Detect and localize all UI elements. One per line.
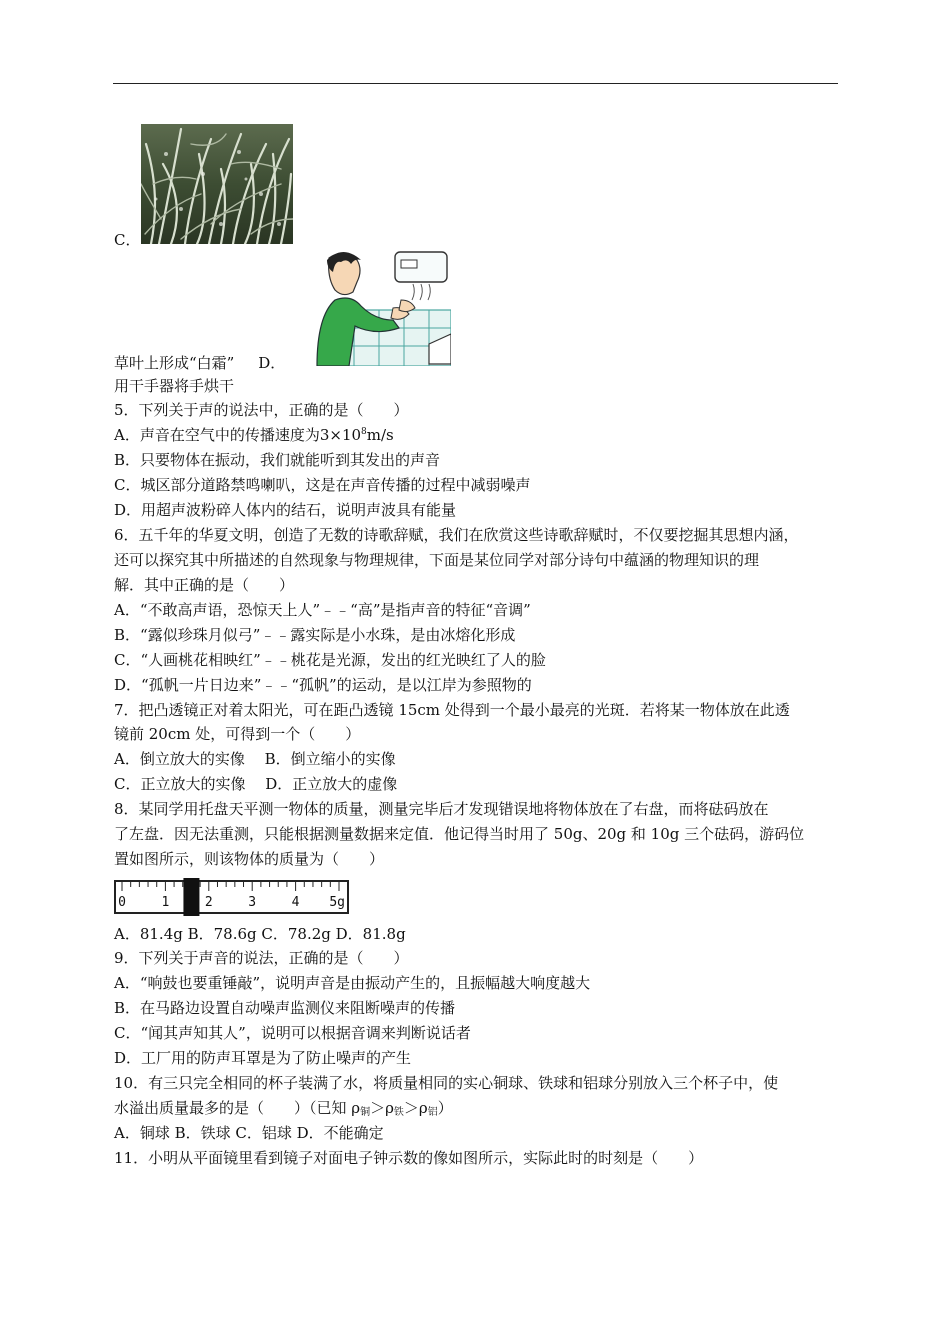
q5-option-d: D．用超声波粉碎人体内的结石，说明声波具有能量	[114, 501, 457, 519]
q8-stem-line3: 置如图所示，则该物体的质量为（ ）	[114, 850, 385, 868]
frost-grass-image	[141, 124, 293, 244]
q6-option-d: D．“孤帆一片日边来”﹣﹣“孤帆”的运动，是以江岸为参照物的	[114, 676, 532, 694]
q4-option-d-caption: 用干手器将手烘干	[114, 377, 235, 395]
q5-stem: 5．下列关于声的说法中，正确的是（ ）	[114, 401, 409, 419]
q6-stem-line1: 6．五千年的华夏文明，创造了无数的诗歌辞赋，我们在欣赏这些诗歌辞赋时，不仅要挖掘其思想内涵，	[114, 526, 799, 544]
rider-marker	[183, 878, 199, 916]
q6-stem-line2: 还可以探究其中所描述的自然现象与物理规律，下面是某位同学对部分诗句中蕴涵的物理知识的理	[114, 551, 760, 569]
q5-option-c: C．城区部分道路禁鸣喇叭，这是在声音传播的过程中减弱噪声	[114, 476, 531, 494]
q6-option-a: A．“不敢高声语，恐惊天上人”﹣﹣“高”是指声音的特征“音调”	[114, 601, 531, 619]
q6-stem-line3: 解．其中正确的是（ ）	[114, 576, 295, 594]
q5-option-a: A．声音在空气中的传播速度为$3\times 10^8m/s$	[114, 426, 394, 444]
balance-rider-ruler	[114, 878, 350, 916]
q10-options: A．铜球 B．铁球 C．铝球 D．不能确定	[114, 1124, 384, 1142]
q7-options-cd: C．正立放大的实像 D．正立放大的虚像	[114, 775, 398, 793]
q9-option-c: C．“闻其声知其人”，说明可以根据音调来判断说话者	[114, 1024, 471, 1042]
ruler-tick-label: 2	[204, 895, 213, 910]
q7-stem-line2: 镜前 20cm 处，可得到一个（ ）	[114, 725, 361, 743]
header-rule	[113, 83, 838, 84]
q11-stem: 11．小明从平面镜里看到镜子对面电子钟示数的像如图所示，实际此时的时刻是（ ）	[114, 1149, 704, 1167]
q10-stem-line1: 10．有三只完全相同的杯子装满了水，将质量相同的实心铜球、铁球和铝球分别放入三个杯子中，使	[114, 1074, 779, 1092]
q5-option-b: B．只要物体在振动，我们就能听到其发出的声音	[114, 451, 441, 469]
q9-stem: 9．下列关于声音的说法，正确的是（ ）	[114, 949, 409, 967]
q8-options: A．81.4g B．78.6g C．78.2g D．81.8g	[114, 925, 406, 943]
ruler-tick-label: 3	[248, 895, 257, 910]
q10-stem-line2: 水溢出质量最多的是（ ）（已知 $\rho_铜>\rho_铁>\rho_铝$）	[114, 1099, 453, 1118]
q8-stem-line1: 8．某同学用托盘天平测一物体的质量，测量完毕后才发现错误地将物体放在了右盘，而将砝码放在	[114, 800, 769, 818]
ruler-tick-label: 1	[161, 895, 170, 910]
q4-option-d-label: D．	[258, 354, 286, 372]
q8-stem-line2: 了左盘．因无法重测，只能根据测量数据来定值．他记得当时用了 50g、20g 和 10g 三个砝码，游码位	[114, 825, 805, 843]
ruler-tick-label: 5g	[329, 895, 345, 910]
q7-options-ab: A．倒立放大的实像 B．倒立缩小的实像	[114, 750, 396, 768]
q6-option-b: B．“露似珍珠月似弓”﹣﹣露实际是小水珠，是由冰熔化形成	[114, 626, 516, 644]
q4-option-c-label: C．	[114, 231, 141, 249]
q7-stem-line1: 7．把凸透镜正对着太阳光，可在距凸透镜 15cm 处得到一个最小最亮的光斑．若将某一物体放在此透	[114, 701, 790, 719]
q9-option-a: A．“响鼓也要重锤敲”，说明声音是由振动产生的，且振幅越大响度越大	[114, 974, 591, 992]
q4-option-c-caption: 草叶上形成“白霜” D．	[114, 354, 286, 372]
q9-option-d: D．工厂用的防声耳罩是为了防止噪声的产生	[114, 1049, 412, 1067]
hand-dryer-image	[309, 248, 451, 366]
ruler-tick-label: 0	[118, 895, 126, 910]
ruler-tick-label: 4	[291, 895, 300, 910]
q9-option-b: B．在马路边设置自动噪声监测仪来阻断噪声的传播	[114, 999, 456, 1017]
q6-option-c: C．“人画桃花相映红”﹣﹣桃花是光源，发出的红光映红了人的脸	[114, 651, 546, 669]
